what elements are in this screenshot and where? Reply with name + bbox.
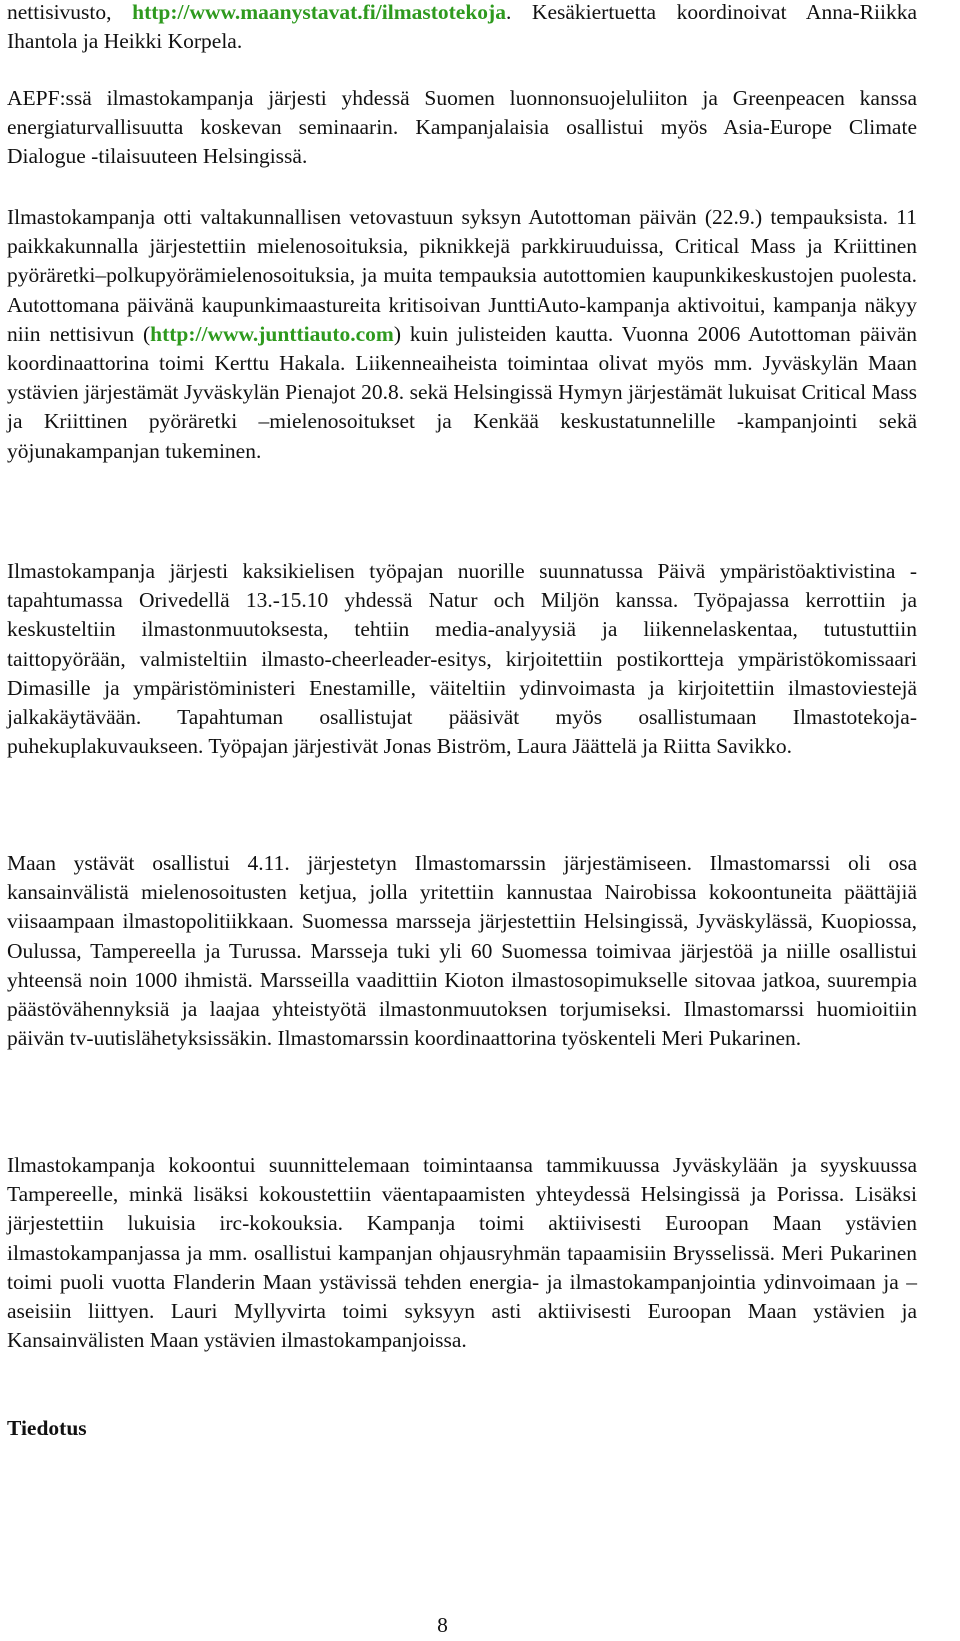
- maanystavat-ilmastotekoja-link[interactable]: http://www.maanystavat.fi/ilmastotekoja: [132, 0, 506, 24]
- page-number: 8: [437, 1613, 448, 1637]
- paragraph-3-text-end: ) kuin julisteiden kautta. Vuonna 2006 Autottoman päivän koordinaattorina toimi Kerttu Hakala. Liikenneaiheista toimintaa olivat myös mm. Jyväskylän Maan ystävien järjestämät Jyväskylän Pienajot 20.8. sekä Helsingissä Hymyn järjestämät lukuisat Critical Mass ja Kriittinen pyöräretki –mielenosoitukset ja Kenkää keskustatunnelille -kampanjointi sekä yöjunakampanjan tukeminen.: [7, 321, 917, 463]
- paragraph-1: [7, 0, 917, 56]
- paragraph-1-text-start: nettisivusto,: [7, 0, 133, 24]
- paragraph-4: Ilmastokampanja järjesti kaksikielisen työpajan nuorille suunnatussa Päivä ympäristöaktivistina -tapahtumassa Orivedellä 13.-15.10 yhdessä Natur och Miljön kanssa. Työpajassa kerrottiin ja keskusteltiin ilmastonmuutoksesta, tehtiin media-analyysiä ja liikennelaskentaa, tutustuttiin taittopyörään, valmisteltiin ilmasto-cheerleader-esitys, kirjoitettiin postikortteja ympäristökomissaari Dimasille ja ympäristöministeri Enestamille, väiteltiin ydinvoimasta ja kirjoitettiin ilmastoviestejä jalkakäytävään. Tapahtuman osallistujat pääsivät myös osallistumaan Ilmastotekoja-puhekuplakuvaukseen. Työpajan järjestivät Jonas Biström, Laura Jäättelä ja Riitta Savikko.: [7, 559, 917, 759]
- paragraph-3: [7, 203, 917, 466]
- section-heading-tiedotus: Tiedotus: [7, 1416, 87, 1440]
- paragraph-6: Ilmastokampanja kokoontui suunnittelemaan toimintaansa tammikuussa Jyväskylään ja syyskuussa Tampereelle, minkä lisäksi kokoustettiin väentapaamisten yhteydessä Helsingissä ja Porissa. Lisäksi järjestettiin lukuisia irc-kokouksia. Kampanja toimi aktiivisesti Euroopan Maan ystävien ilmastokampanjassa ja mm. osallistui kampanjan ohjausryhmän tapaamisiin Brysselissä. Meri Pukarinen toimi puoli vuotta Flanderin Maan ystävissä tehden energia- ja ilmastokampanjointia ydinvoimaan ja –aseisiin liittyen. Lauri Myllyvirta toimi syksyyn asti aktiivisesti Euroopan Maan ystävien ja Kansainvälisten Maan ystävien ilmastokampanjoissa.: [7, 1153, 917, 1353]
- paragraph-2: AEPF:ssä ilmastokampanja järjesti yhdessä Suomen luonnonsuojeluliiton ja Greenpeacen kanssa energiaturvallisuutta koskevan seminaarin. Kampanjalaisia osallistui myös Asia-Europe Climate Dialogue -tilaisuuteen Helsingissä.: [7, 86, 917, 169]
- junttiauto-link[interactable]: http://www.junttiauto.com: [150, 321, 394, 346]
- paragraph-1-text-end: . Kesäkiertuetta koordinoivat Anna-Riikka Ihantola ja Heikki Korpela.: [7, 0, 917, 54]
- paragraph-3-text-start: Ilmastokampanja otti valtakunnallisen vetovastuun syksyn Autottoman päivän (22.9.) tempauksista. 11 paikkakunnalla järjestettiin mielenosoituksia, piknikkejä parkkiruuduissa, Critical Mass ja Kriittinen pyöräretki–polkupyörämielenosoituksia, ja muita tempauksia autottomien kaupunkikeskustojen puolesta. Autottomana päivänä kaupunkimaastureita kritisoivan JunttiAuto-kampanja aktivoitui, kampanja näkyy niin nettisivun (: [7, 205, 917, 346]
- paragraph-5: Maan ystävät osallistui 4.11. järjestetyn Ilmastomarssin järjestämiseen. Ilmastomarssi oli osa kansainvälistä mielenosoitusten ketjua, jolla yritettiin kannustaa Nairobissa kokoontuneita päättäjiä viisaampaan ilmastopolitiikkaan. Suomessa marsseja järjestettiin Helsingissä, Jyväskylässä, Kuopiossa, Oulussa, Tampereella ja Turussa. Marsseja tuki yli 60 Suomessa toimivaa järjestöä ja niille osallistui yhteensä noin 1000 ihmistä. Marsseilla vaadittiin Kioton ilmastosopimukselle sitovaa jatkoa, suurempia päästövähennyksiä ja laajaa yhteistyötä ilmastonmuutoksen torjumiseksi. Ilmastomarssi huomioitiin päivän tv-uutislähetyksissäkin. Ilmastomarssin koordinaattorina työskenteli Meri Pukarinen.: [7, 851, 917, 1051]
